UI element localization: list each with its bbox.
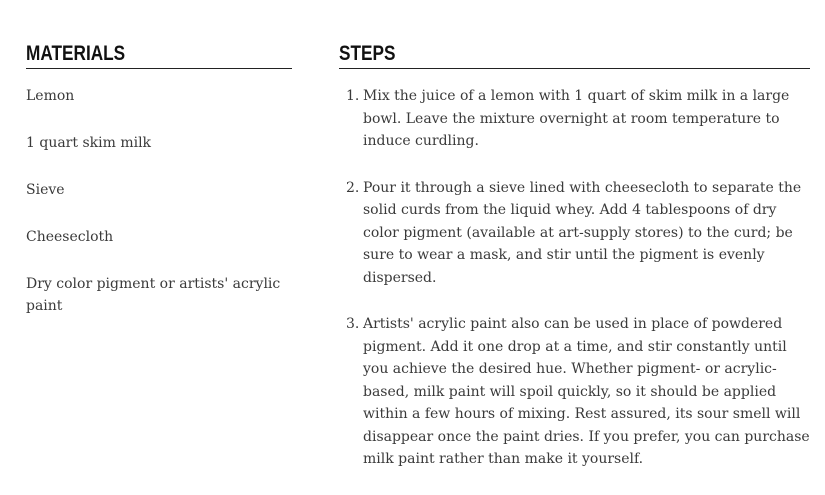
steps-divider [339,68,810,69]
step-number: 1. [346,88,360,104]
steps-heading: STEPS [339,42,396,65]
step-text: Pour it through a sieve lined with cheesecloth to separate the solid curds from the liquid whey. Add 4 tablespoons of dry color pigment (available at art-supply stores) to the curd; be sure to wear a mask, and stir until the pigment is evenly dispersed. [363,179,802,286]
step-item [339,85,810,153]
step-text: Artists' acrylic paint also can be used in place of powdered pigment. Add it one drop at a time, and stir constantly until you achieve the desired hue. Whether pigment- or acrylic-based, milk paint will spoil quickly, so it should be applied within a few hours of mixing. Rest assured, its sour smell will disappear once the paint dries. If you prefer, you can purchase milk paint rather than make it yourself. [363,316,810,467]
step-item [339,177,810,290]
step-item [339,313,810,471]
material-item: Cheesecloth [26,229,114,245]
step-number: 3. [346,316,360,332]
materials-section [26,40,292,342]
materials-heading: MATERIALS [26,42,126,65]
material-item: Dry color pigment or artists' acrylic paint [26,276,281,314]
materials-list [26,85,292,317]
material-item: Lemon [26,88,75,104]
step-number: 2. [346,179,360,196]
material-item: 1 quart skim milk [26,135,152,151]
step-text: Mix the juice of a lemon with 1 quart of skim milk in a large bowl. Leave the mixture overnight at room temperature to induce curdling. [363,88,790,149]
steps-list [339,85,810,471]
materials-divider [26,68,292,69]
steps-section [339,40,810,495]
material-item: Sieve [26,182,65,198]
